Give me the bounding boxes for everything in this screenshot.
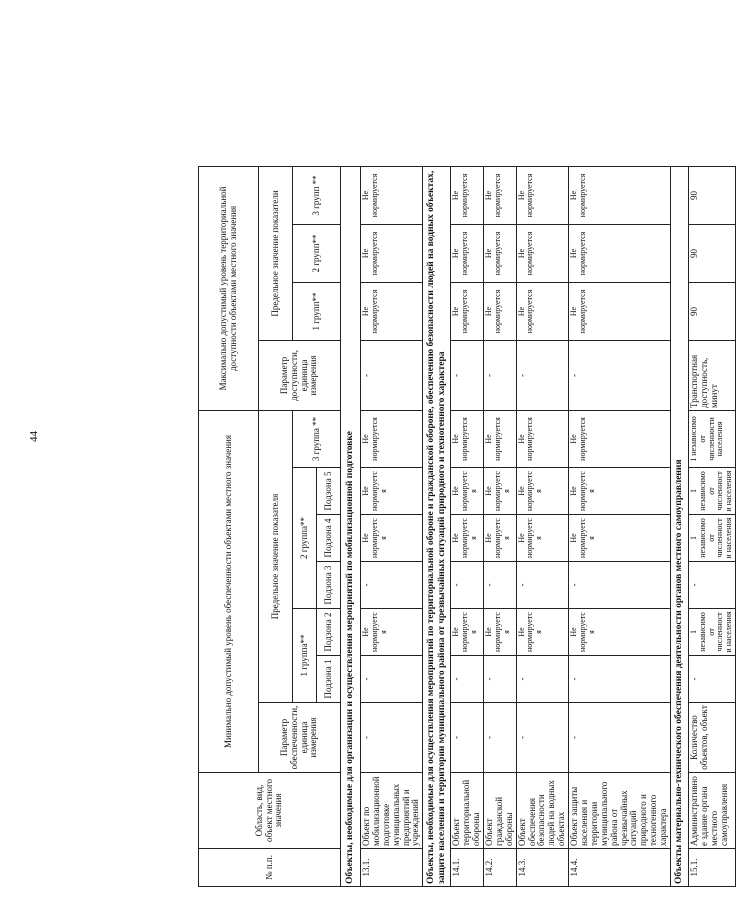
header-max-group2: 2 групп** bbox=[293, 224, 341, 282]
row-name: Объект защиты населения и территории муниципального района от чрезвычайных ситуаций природного и техногенного характера bbox=[569, 773, 671, 849]
row-subzone2: Не нормируется bbox=[361, 609, 423, 656]
row-subzone2: 1 независимо от численности населения bbox=[689, 609, 736, 656]
header-subzone2: Подзона 2 bbox=[317, 609, 341, 656]
section-title-14: Объекты, необходимые для осуществления мероприятий по территориальной обороне и гражданской обороне, обеспечению безопасности людей на водных объектах, защите населения и территории муниципального района от чрезвычайных ситуаций природного и техногенного характера bbox=[423, 166, 451, 886]
row-param-max: - bbox=[516, 340, 568, 410]
section-title-15: Объекты материально-технического обеспечения деятельности органов местного самоуправления bbox=[671, 166, 689, 886]
row-param: - bbox=[451, 703, 484, 773]
row-subzone4: Не нормируется bbox=[569, 515, 671, 562]
header-group1: 1 группа** bbox=[293, 609, 317, 703]
row-num: 14.3. bbox=[516, 849, 568, 887]
row-max-group2: 90 bbox=[689, 224, 736, 282]
row-group3: Не нормируется bbox=[516, 410, 568, 467]
row-max-group3: Не нормируется bbox=[569, 166, 671, 224]
row-max-group1: Не нормируется bbox=[451, 282, 484, 340]
row-max-group2: Не нормируется bbox=[569, 224, 671, 282]
row-subzone5: 1 независимо от численности населения bbox=[689, 468, 736, 515]
row-max-group2: Не нормируется bbox=[484, 224, 517, 282]
header-num: № п.п. bbox=[199, 849, 341, 887]
row-max-group1: Не нормируется bbox=[361, 282, 423, 340]
row-name: Объект территориальной обороны bbox=[451, 773, 484, 849]
row-param-max: - bbox=[484, 340, 517, 410]
page-number: 44 bbox=[28, 431, 40, 442]
row-subzone4: Не нормируется bbox=[451, 515, 484, 562]
header-min-level: Минимально допустимый уровень обеспеченности объектами местного значения bbox=[199, 410, 259, 772]
row-param-max: - bbox=[361, 340, 423, 410]
row-group3: Не нормируется bbox=[451, 410, 484, 467]
row-subzone3: - bbox=[569, 562, 671, 609]
row-max-group1: Не нормируется bbox=[484, 282, 517, 340]
row-name: Административное здание органа местного самоуправления bbox=[689, 773, 736, 849]
row-max-group3: 90 bbox=[689, 166, 736, 224]
row-subzone2: Не нормируется bbox=[516, 609, 568, 656]
row-num: 13.1. bbox=[361, 849, 423, 887]
header-param-min: Параметр обеспеченности, единица измерения bbox=[259, 703, 341, 773]
header-group2: 2 группа** bbox=[293, 468, 317, 609]
row-subzone1: - bbox=[689, 656, 736, 703]
blank-area bbox=[199, 16, 671, 166]
row-param: Количество объектов, объект bbox=[689, 703, 736, 773]
row-subzone2: Не нормируется bbox=[451, 609, 484, 656]
row-subzone3: - bbox=[516, 562, 568, 609]
table-row bbox=[689, 16, 736, 886]
row-group3: 1 независимо от численности населения bbox=[689, 410, 736, 467]
row-param-max: - bbox=[451, 340, 484, 410]
row-max-group3: Не нормируется bbox=[484, 166, 517, 224]
row-subzone3: - bbox=[361, 562, 423, 609]
row-subzone5: Не нормируется bbox=[361, 468, 423, 515]
section-title-13: Объекты, необходимые для организации и осуществления мероприятий по мобилизационной подготовке bbox=[341, 166, 361, 886]
row-subzone2: Не нормируется bbox=[484, 609, 517, 656]
header-max-group3: 3 групп ** bbox=[293, 166, 341, 224]
row-subzone2: Не нормируется bbox=[569, 609, 671, 656]
row-group3: Не нормируется bbox=[484, 410, 517, 467]
row-subzone1: - bbox=[361, 656, 423, 703]
row-param-max: - bbox=[569, 340, 671, 410]
row-max-group1: Не нормируется bbox=[569, 282, 671, 340]
row-subzone5: Не нормируется bbox=[516, 468, 568, 515]
row-subzone5: Не нормируется bbox=[451, 468, 484, 515]
row-param: - bbox=[569, 703, 671, 773]
standards-table bbox=[198, 16, 736, 887]
row-param-max: Транспортная доступность, минут bbox=[689, 340, 736, 410]
header-subzone1: Подзона 1 bbox=[317, 656, 341, 703]
header-param-max: Параметр доступности, единица измерения bbox=[259, 340, 341, 410]
row-name: Объект обеспечения безопасности людей на водных объектах bbox=[516, 773, 568, 849]
header-max-group1: 1 групп** bbox=[293, 282, 341, 340]
row-subzone1: - bbox=[516, 656, 568, 703]
row-max-group2: Не нормируется bbox=[451, 224, 484, 282]
row-subzone1: - bbox=[569, 656, 671, 703]
rotated-table-container bbox=[198, 17, 734, 887]
row-max-group3: Не нормируется bbox=[451, 166, 484, 224]
header-subzone5: Подзона 5 bbox=[317, 468, 341, 515]
header-subzone3: Подзона 3 bbox=[317, 562, 341, 609]
row-group3: Не нормируется bbox=[569, 410, 671, 467]
row-name: Объект гражданской обороны bbox=[484, 773, 517, 849]
row-subzone4: 1 независимо от численности населения bbox=[689, 515, 736, 562]
row-subzone4: Не нормируется bbox=[516, 515, 568, 562]
header-group3: 3 группа ** bbox=[293, 410, 341, 467]
row-num: 14.1. bbox=[451, 849, 484, 887]
row-max-group3: Не нормируется bbox=[361, 166, 423, 224]
row-num: 15.1. bbox=[689, 849, 736, 887]
row-subzone1: - bbox=[451, 656, 484, 703]
row-param: - bbox=[361, 703, 423, 773]
row-max-group2: Не нормируется bbox=[516, 224, 568, 282]
row-subzone5: Не нормируется bbox=[569, 468, 671, 515]
row-group3: Не нормируется bbox=[361, 410, 423, 467]
row-max-group1: Не нормируется bbox=[516, 282, 568, 340]
row-max-group3: Не нормируется bbox=[516, 166, 568, 224]
header-area: Область, вид, объект местного значения bbox=[199, 773, 341, 849]
row-subzone1: - bbox=[484, 656, 517, 703]
row-num: 14.4. bbox=[569, 849, 671, 887]
row-max-group2: Не нормируется bbox=[361, 224, 423, 282]
row-max-group1: 90 bbox=[689, 282, 736, 340]
row-subzone3: - bbox=[451, 562, 484, 609]
row-subzone4: Не нормируется bbox=[484, 515, 517, 562]
header-limit-values-max: Предельное значение показатели bbox=[259, 166, 293, 340]
row-name: Объект по мобилизационной подготовке муниципальных предприятий и учреждений bbox=[361, 773, 423, 849]
row-subzone3: - bbox=[689, 562, 736, 609]
header-limit-values: Предельное значение показателя bbox=[259, 410, 293, 702]
row-subzone3: - bbox=[484, 562, 517, 609]
row-subzone4: Не нормируется bbox=[361, 515, 423, 562]
row-num: 14.2. bbox=[484, 849, 517, 887]
row-subzone5: Не нормируется bbox=[484, 468, 517, 515]
header-subzone4: Подзона 4 bbox=[317, 515, 341, 562]
header-max-level: Максимально допустимый уровень территориальной доступности объектами местного значения bbox=[199, 166, 259, 410]
row-param: - bbox=[484, 703, 517, 773]
row-param: - bbox=[516, 703, 568, 773]
